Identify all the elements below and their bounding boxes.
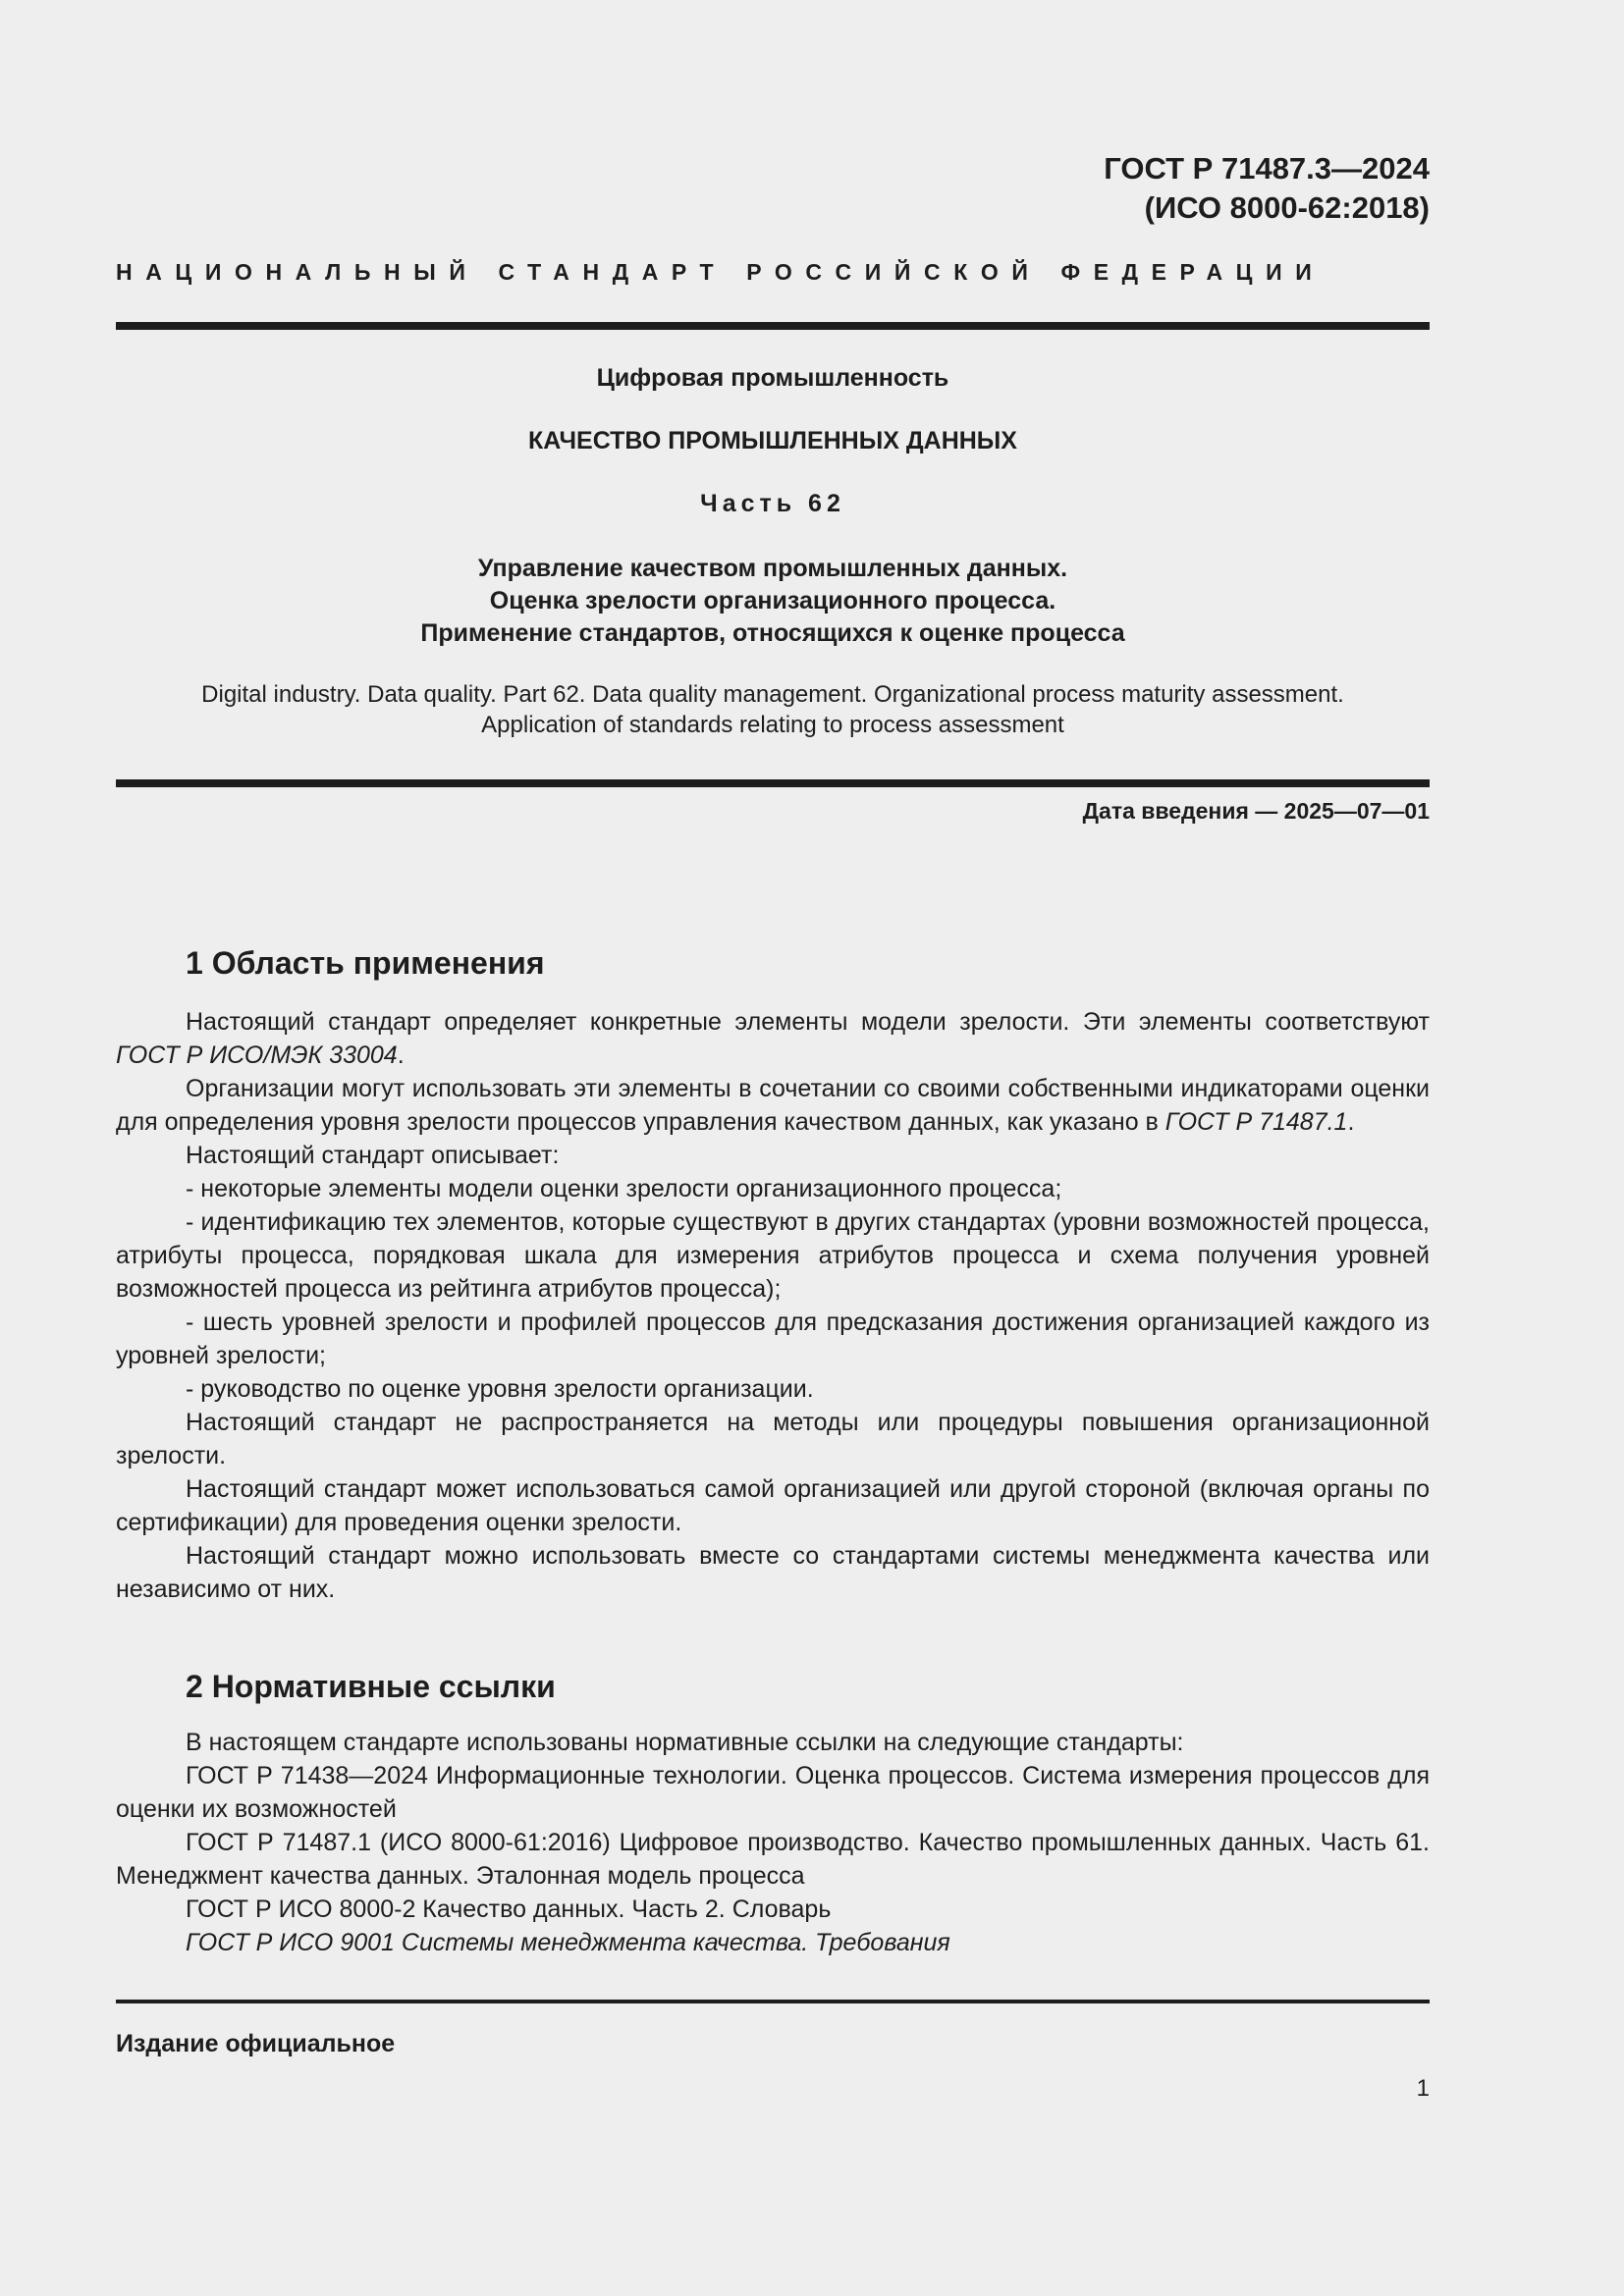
subtitle-ru-line: Оценка зрелости организационного процесса. xyxy=(489,587,1056,614)
reference-item: ГОСТ Р 71438—2024 Информационные технологии. Оценка процессов. Система измерения процессов для оценки их возможностей xyxy=(116,1762,1430,1823)
reference-link: ГОСТ Р 71487.1 xyxy=(1164,1108,1348,1136)
paragraph-text: Организации могут использовать эти элементы в сочетании со своими собственными индикаторами оценки для определения уровня зрелости процессов управления качеством данных, как указано в xyxy=(116,1075,1430,1136)
section-2-title: 2 Нормативные ссылки xyxy=(186,1669,556,1704)
paragraph-text: Настоящий стандарт определяет конкретные элементы модели зрелости. Эти элементы соответствуют xyxy=(186,1008,1430,1036)
title-divider xyxy=(116,779,1430,787)
paragraph xyxy=(116,1005,1430,1072)
designation-iso: (ИСО 8000-62:2018) xyxy=(1144,190,1430,225)
part-title: Часть 62 xyxy=(700,490,845,517)
section-1-title: 1 Область применения xyxy=(186,945,545,981)
paragraph-end: . xyxy=(397,1041,405,1069)
paragraph: Настоящий стандарт не распространяется на методы или процедуры повышения организационной зрелости. xyxy=(116,1409,1430,1469)
section-1-body xyxy=(116,1005,1430,1606)
list-item: - некоторые элементы модели оценки зрелости организационного процесса; xyxy=(186,1175,1062,1202)
subtitle-ru-line: Управление качеством промышленных данных. xyxy=(477,555,1068,582)
main-title: КАЧЕСТВО ПРОМЫШЛЕННЫХ ДАННЫХ xyxy=(528,427,1017,454)
paragraph: Настоящий стандарт может использоваться самой организацией или другой стороной (включая органы по сертификации) для проведения оценки зрелости. xyxy=(116,1475,1430,1536)
standard-designation xyxy=(1104,149,1430,228)
series-title: Цифровая промышленность xyxy=(596,364,949,392)
paragraph: Настоящий стандарт описывает: xyxy=(186,1142,560,1169)
designation-gost: ГОСТ Р 71487.3—2024 xyxy=(1104,151,1430,186)
reference-item: ГОСТ Р ИСО 8000-2 Качество данных. Часть 2. Словарь xyxy=(186,1896,832,1923)
list-item: - идентификацию тех элементов, которые существуют в других стандартах (уровни возможностей процесса, атрибуты процесса, порядковая шкала для измерения атрибутов процесса и схема получения уровней возможностей процесса из рейтинга атрибутов процесса); xyxy=(116,1208,1430,1303)
subtitle-en xyxy=(116,679,1430,740)
subtitle-ru-line: Применение стандартов, относящихся к оценке процесса xyxy=(420,619,1125,647)
paragraph-end: . xyxy=(1347,1108,1355,1136)
footer-divider xyxy=(116,2000,1430,2003)
list-item: - руководство по оценке уровня зрелости организации. xyxy=(186,1375,814,1403)
top-divider xyxy=(116,322,1430,330)
paragraph: В настоящем стандарте использованы нормативные ссылки на следующие стандарты: xyxy=(186,1729,1184,1756)
section-2-body xyxy=(116,1726,1430,1959)
edition-label: Издание официальное xyxy=(116,2030,396,2057)
paragraph: Настоящий стандарт можно использовать вместе со стандартами системы менеджмента качества или независимо от них. xyxy=(116,1542,1430,1603)
paragraph xyxy=(116,1072,1430,1139)
subtitle-en-line: Digital industry. Data quality. Part 62. Data quality management. Organizational process maturity assessment. xyxy=(201,681,1344,708)
introduction-date: Дата введения — 2025—07—01 xyxy=(1082,798,1430,824)
list-item: - шесть уровней зрелости и профилей процессов для предсказания достижения организацией каждого из уровней зрелости; xyxy=(116,1308,1430,1369)
subtitle-en-line: Application of standards relating to process assessment xyxy=(481,712,1064,738)
reference-item: ГОСТ Р 71487.1 (ИСО 8000-61:2016) Цифровое производство. Качество промышленных данных. Часть 61. Менеджмент качества данных. Эталонная модель процесса xyxy=(116,1829,1430,1890)
national-standard-heading: НАЦИОНАЛЬНЫЙ СТАНДАРТ РОССИЙСКОЙ ФЕДЕРАЦИИ xyxy=(116,259,1326,285)
reference-link: ГОСТ Р ИСО/МЭК 33004 xyxy=(116,1041,398,1069)
subtitle-ru xyxy=(116,553,1430,650)
reference-item: ГОСТ Р ИСО 9001 Системы менеджмента качества. Требования xyxy=(186,1929,950,1956)
page-number: 1 xyxy=(1416,2075,1430,2102)
